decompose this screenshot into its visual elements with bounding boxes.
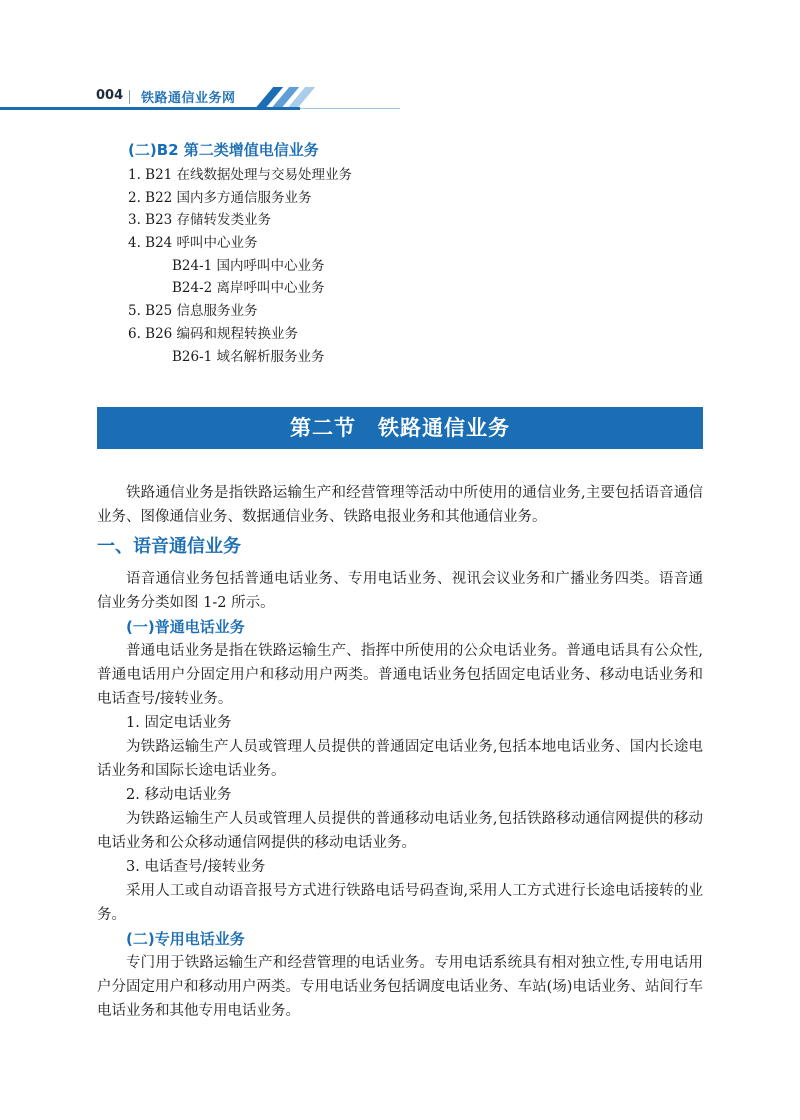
paragraph: 专门用于铁路运输生产和经营管理的电话业务。专用电话系统具有相对独立性,专用电话用户分固定用户和移动用户两类。专用电话业务包括调度电话业务、车站(场)电话业务、站间行车电话业务和其他专用电话业务。 [97, 955, 703, 1019]
section-title-bar: 第二节 铁路通信业务 [97, 407, 703, 449]
body-text [97, 481, 703, 1023]
item-title: 1. 固定电话业务 [126, 715, 232, 731]
list-item: 5. B25 信息服务业务 [128, 303, 258, 320]
list-item: 6. B26 编码和规程转换业务 [128, 325, 299, 342]
item-title: 2. 移动电话业务 [126, 787, 232, 803]
book-title: 铁路通信业务网 [141, 91, 236, 106]
header-divider [129, 90, 130, 104]
list-subitem: B24-2 离岸呼叫中心业务 [172, 280, 325, 297]
item-title: 3. 电话查号/接转业务 [126, 859, 266, 875]
page-number: 004 [96, 88, 124, 103]
category-title: (二)B2 第二类增值电信业务 [128, 141, 319, 159]
paragraph: 为铁路运输生产人员或管理人员提供的普通移动电话业务,包括铁路移动通信网提供的移动电话业务和公众移动通信网提供的移动电话业务。 [97, 811, 703, 851]
paragraph: 语音通信业务包括普通电话业务、专用电话业务、视讯会议业务和广播业务四类。语音通信业务分类如图 1-2 所示。 [97, 571, 703, 611]
intro-paragraph: 铁路通信业务是指铁路运输生产和经营管理等活动中所使用的通信业务,主要包括语音通信业务、图像通信业务、数据通信业务、铁路电报业务和其他通信业务。 [97, 485, 703, 525]
heading-voice-services: 一、语音通信业务 [97, 536, 241, 557]
list-item: 4. B24 呼叫中心业务 [128, 235, 258, 252]
paragraph: 采用人工或自动语音报号方式进行铁路电话号码查询,采用人工方式进行长途电话接转的业务。 [97, 883, 703, 923]
category-list [128, 164, 352, 368]
heading-dedicated-telephone: (二)专用电话业务 [126, 930, 245, 948]
list-subitem: B26-1 域名解析服务业务 [172, 348, 325, 365]
page-header [0, 82, 800, 112]
list-item: 3. B23 存储转发类业务 [128, 212, 272, 229]
list-subitem: B24-1 国内呼叫中心业务 [172, 257, 325, 274]
header-rule-thin [300, 108, 400, 109]
heading-general-telephone: (一)普通电话业务 [126, 618, 245, 636]
paragraph: 普通电话业务是指在铁路运输生产、指挥中所使用的公众电话业务。普通电话具有公众性,普通电话用户分固定用户和移动用户两类。普通电话业务包括固定电话业务、移动电话业务和电话查号/接转业务。 [97, 643, 703, 707]
paragraph: 为铁路运输生产人员或管理人员提供的普通固定电话业务,包括本地电话业务、国内长途电话业务和国际长途电话业务。 [97, 739, 703, 779]
list-item: 2. B22 国内多方通信服务业务 [128, 189, 312, 206]
list-item: 1. B21 在线数据处理与交易处理业务 [128, 167, 353, 183]
header-rule [0, 107, 300, 110]
